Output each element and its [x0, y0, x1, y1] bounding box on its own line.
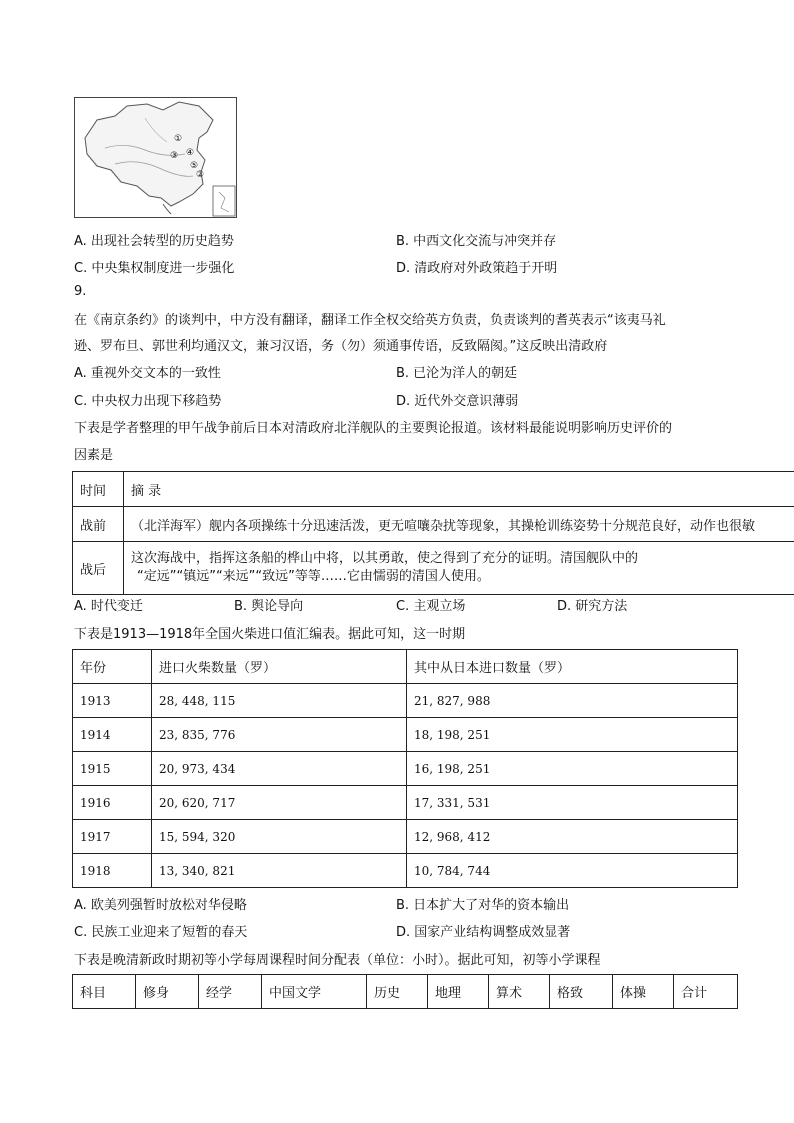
- table-cell: 1916: [73, 786, 152, 820]
- map-marker-2: ②: [196, 170, 205, 180]
- table-cell: 1918: [73, 854, 152, 888]
- table-cell: 16, 198, 251: [407, 752, 738, 786]
- table-header-row: [73, 650, 738, 684]
- table-row: [73, 786, 738, 820]
- option-c[interactable]: C. 中央权力出现下移趋势: [74, 394, 222, 409]
- option-c[interactable]: C. 主观立场: [396, 599, 466, 614]
- table-header-cell: 历史: [367, 975, 428, 1009]
- table-header-row: [73, 472, 794, 507]
- table-cell: 17, 331, 531: [407, 786, 738, 820]
- table-cell-line: “定远”“镇远”“来远”“致远”等等……它由懦弱的清国人使用。: [137, 569, 490, 584]
- question-stem: 下表是晚清新政时期初等小学每周课程时间分配表（单位：小时）。据此可知，初等小学课程: [74, 953, 601, 968]
- map-marker-1: ①: [174, 134, 183, 144]
- question-stem: 因素是: [74, 448, 114, 463]
- table-header-cell: 中国文学: [262, 975, 367, 1009]
- table-header-cell: 体操: [613, 975, 674, 1009]
- option-b[interactable]: B. 日本扩大了对华的资本输出: [396, 898, 570, 913]
- table-header-cell: 地理: [428, 975, 489, 1009]
- table-cell: 20, 620, 717: [152, 786, 407, 820]
- question-stem: 下表是学者整理的甲午战争前后日本对清政府北洋舰队的主要舆论报道。该材料最能说明影响历史评价的: [74, 421, 673, 436]
- table-cell: 15, 594, 320: [152, 820, 407, 854]
- china-map-figure: [74, 97, 237, 218]
- table-cell-line: 这次海战中，指挥这条船的桦山中将，以其勇敢，使之得到了充分的证明。清国舰队中的: [131, 551, 639, 566]
- option-d[interactable]: D. 清政府对外政策趋于开明: [396, 261, 558, 276]
- option-c[interactable]: C. 中央集权制度进一步强化: [74, 261, 235, 276]
- table-cell: （北洋海军）舰内各项操练十分迅速活泼，更无喧嚷杂扰等现象，其操枪训练姿势十分规范良好，动作也很敏: [124, 507, 794, 542]
- table-cell: 1915: [73, 752, 152, 786]
- curriculum-table: [72, 974, 738, 1009]
- table-cell: 战前: [73, 507, 124, 542]
- match-import-table: [72, 649, 738, 888]
- question-stem: 逊、罗布旦、郭世利均通汉文，兼习汉语，务（勿）须通事传语，反致隔阂。”这反映出清政府: [74, 339, 608, 354]
- table-cell: 10, 784, 744: [407, 854, 738, 888]
- option-c[interactable]: C. 民族工业迎来了短暂的春天: [74, 925, 248, 940]
- table-header-cell: 算术: [489, 975, 550, 1009]
- table-cell: 20, 973, 434: [152, 752, 407, 786]
- table-row: [73, 684, 738, 718]
- table-cell: 13, 340, 821: [152, 854, 407, 888]
- table-row: [73, 854, 738, 888]
- table-header-cell: 年份: [73, 650, 152, 684]
- question-stem: 在《南京条约》的谈判中，中方没有翻译，翻译工作全权交给英方负责，负责谈判的耆英表示“该夷马礼: [74, 313, 666, 328]
- table-cell: 23, 835, 776: [152, 718, 407, 752]
- table-row: [73, 507, 794, 542]
- option-b[interactable]: B. 舆论导向: [234, 599, 304, 614]
- table-header-cell: 摘 录: [124, 472, 794, 507]
- table-header-cell: 其中从日本进口数量（罗）: [407, 650, 738, 684]
- table-header-cell: 格致: [550, 975, 613, 1009]
- table-row: [73, 752, 738, 786]
- china-map-icon: [75, 98, 236, 217]
- table-header-cell: 经学: [199, 975, 262, 1009]
- option-d[interactable]: D. 研究方法: [557, 599, 628, 614]
- option-a[interactable]: A. 重视外交文本的一致性: [74, 366, 221, 381]
- table-cell: 1913: [73, 684, 152, 718]
- map-marker-5: ⑤: [190, 161, 199, 171]
- table-header-cell: 修身: [136, 975, 199, 1009]
- table-header-cell: 合计: [674, 975, 738, 1009]
- option-d[interactable]: D. 近代外交意识薄弱: [396, 394, 519, 409]
- table-header-cell: 时间: [73, 472, 124, 507]
- table-cell: 1917: [73, 820, 152, 854]
- option-a[interactable]: A. 时代变迁: [74, 599, 143, 614]
- question-number: 9.: [74, 284, 87, 299]
- table-row: [73, 718, 738, 752]
- question-stem: 下表是1913—1918年全国火柴进口值汇编表。据此可知，这一时期: [74, 627, 466, 642]
- table-header-row: [73, 975, 738, 1009]
- option-d[interactable]: D. 国家产业结构调整成效显著: [396, 925, 571, 940]
- map-marker-4: ④: [186, 148, 195, 158]
- table-cell: 21, 827, 988: [407, 684, 738, 718]
- table-header-cell: 科目: [73, 975, 136, 1009]
- map-marker-3: ③: [170, 151, 179, 161]
- table-cell: [124, 542, 794, 595]
- table-cell: 1914: [73, 718, 152, 752]
- option-a[interactable]: A. 出现社会转型的历史趋势: [74, 234, 234, 249]
- table-cell: 28, 448, 115: [152, 684, 407, 718]
- option-b[interactable]: B. 中西文化交流与冲突并存: [396, 234, 557, 249]
- table-cell: 18, 198, 251: [407, 718, 738, 752]
- table-header-cell: 进口火柴数量（罗）: [152, 650, 407, 684]
- option-a[interactable]: A. 欧美列强暂时放松对华侵略: [74, 898, 247, 913]
- table-cell: 12, 968, 412: [407, 820, 738, 854]
- public-opinion-table: [72, 471, 794, 595]
- option-b[interactable]: B. 已沦为洋人的朝廷: [396, 366, 518, 381]
- table-row: [73, 542, 794, 595]
- table-row: [73, 820, 738, 854]
- table-cell: 战后: [73, 542, 124, 595]
